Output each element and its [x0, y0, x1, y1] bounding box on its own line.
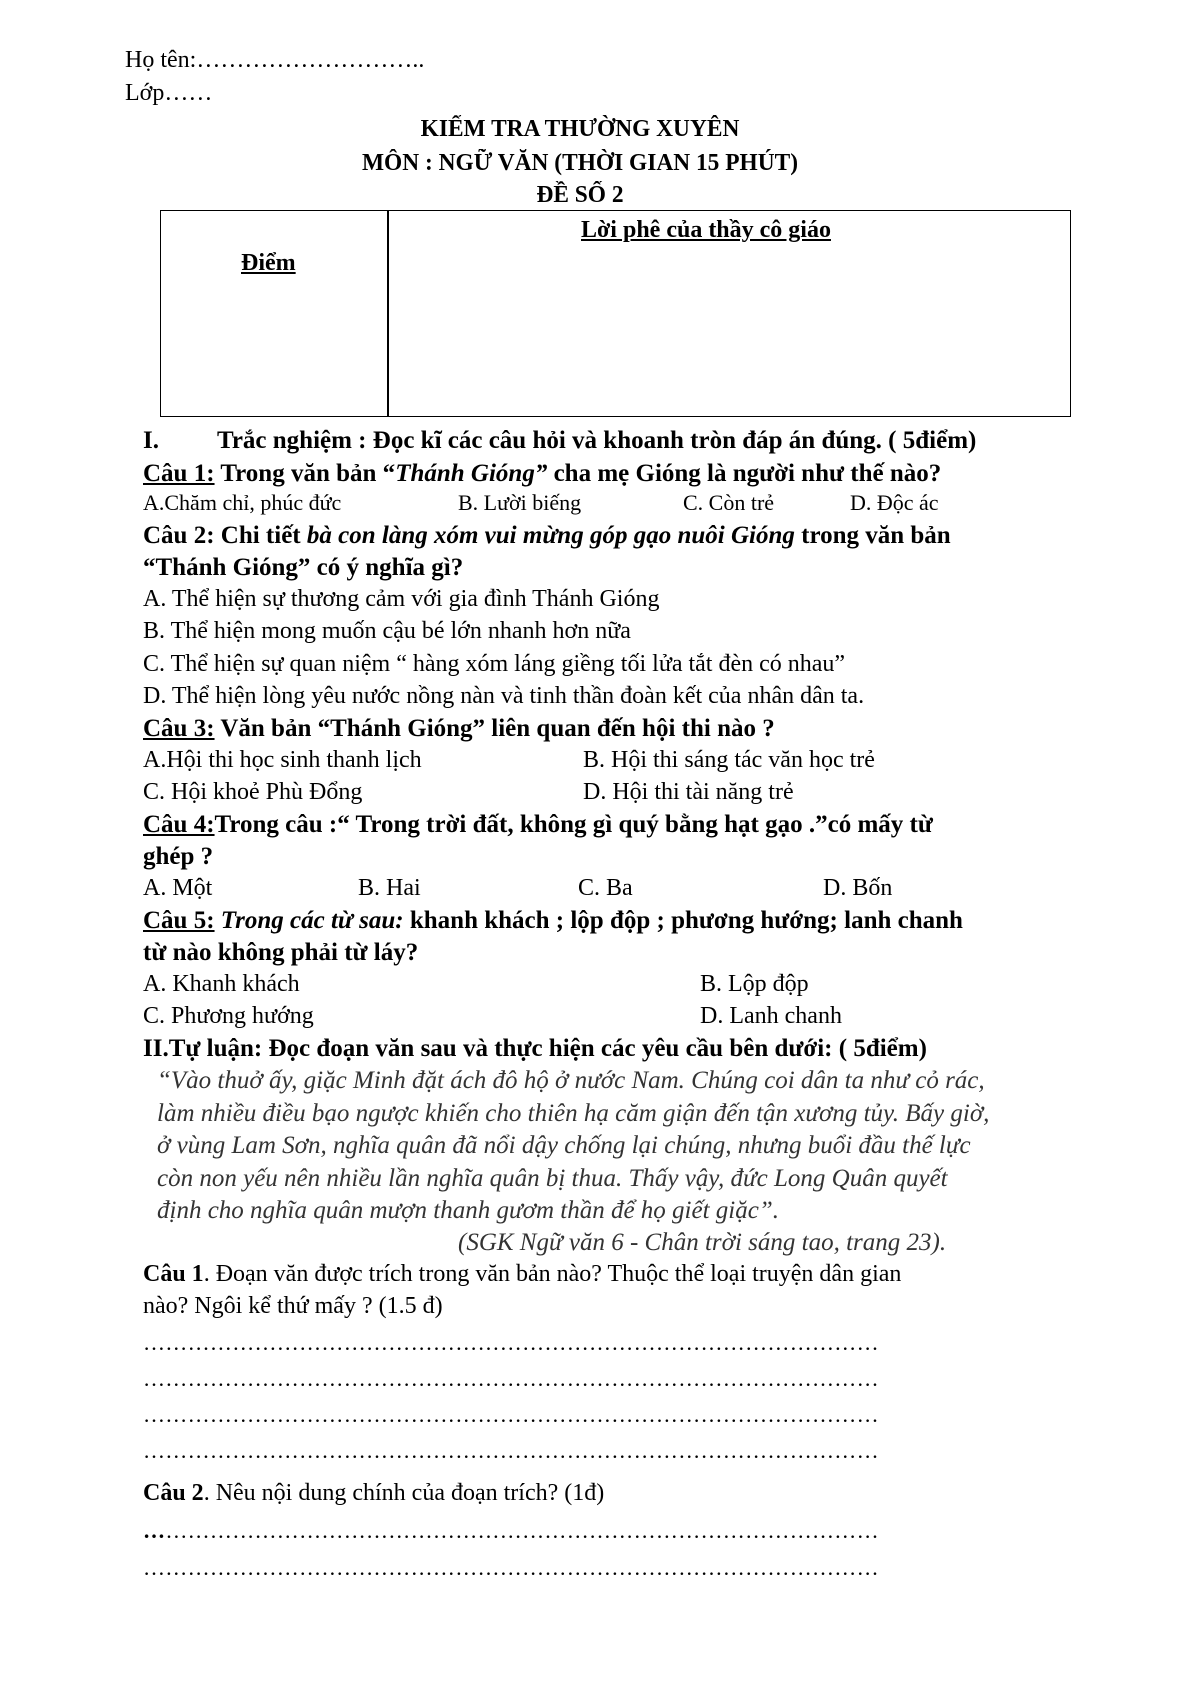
question-1-italic: Thánh Gióng” — [395, 460, 548, 487]
answer-line[interactable] — [143, 1520, 879, 1542]
q2-option-a[interactable]: A. Thể hiện sự thương cảm với gia đình Thánh Gióng — [143, 586, 660, 612]
answer-line-rest: …………………………………………………………………………………… — [165, 1518, 879, 1543]
essay-question-1-line2: nào? Ngôi kể thứ mấy ? (1.5 đ) — [143, 1293, 443, 1319]
essay-question-2-label: Câu 2 — [143, 1480, 204, 1506]
q5-option-a[interactable]: A. Khanh khách — [143, 971, 300, 997]
question-2-text-end: trong văn bản — [794, 522, 951, 549]
question-2-line2: “Thánh Gióng” có ý nghĩa gì? — [143, 554, 464, 581]
q4-option-a[interactable]: A. Một — [143, 875, 213, 901]
question-2-label: Câu 2: Chi tiết — [143, 522, 307, 549]
question-5-italic: Trong các từ sau: — [214, 907, 404, 934]
essay-question-1-text: . Đoạn văn được trích trong văn bản nào? Thuộc thể loại truyện dân gian — [203, 1261, 902, 1287]
teacher-comment-label: Lời phê của thầy cô giáo — [581, 217, 831, 243]
q4-option-b[interactable]: B. Hai — [358, 875, 421, 901]
q5-option-b[interactable]: B. Lộp độp — [700, 971, 809, 997]
q5-option-c[interactable]: C. Phương hướng — [143, 1003, 314, 1029]
question-5-text: khanh khách ; lộp độp ; phương hướng; lanh chanh — [403, 907, 963, 934]
exam-code: ĐỀ SỐ 2 — [536, 182, 624, 208]
question-3-text: Văn bản “Thánh Gióng” liên quan đến hội thi nào ? — [214, 715, 775, 742]
question-2-italic: bà con làng xóm vui mừng góp gạo nuôi Gióng — [306, 522, 795, 549]
passage-line-2: làm nhiều điều bạo ngược khiến cho thiên hạ căm giận đến tận xương tủy. Bấy giờ, — [157, 1100, 990, 1127]
answer-line[interactable]: ……………………………………………………………………………………… — [143, 1438, 879, 1463]
score-table — [160, 210, 1071, 417]
question-5-line2: từ nào không phải từ láy? — [143, 939, 419, 966]
question-4-line2: ghép ? — [143, 843, 214, 870]
question-1-text: Trong văn bản “ — [214, 460, 396, 487]
q3-option-b[interactable]: B. Hội thi sáng tác văn học trẻ — [583, 747, 875, 773]
answer-line[interactable]: ……………………………………………………………………………………… — [143, 1555, 879, 1580]
question-4-label: Câu 4: — [143, 811, 215, 838]
exam-subject: MÔN : NGỮ VĂN (THỜI GIAN 15 PHÚT) — [361, 150, 799, 176]
essay-question-1 — [143, 1262, 901, 1286]
passage-line-3: ở vùng Lam Sơn, nghĩa quân đã nổi dậy chống lại chúng, nhưng buổi đầu thế lực — [157, 1132, 971, 1159]
q1-option-a[interactable]: A.Chăm chỉ, phúc đức — [143, 490, 342, 515]
answer-line-start: … — [143, 1518, 166, 1543]
q2-option-c[interactable]: C. Thể hiện sự quan niệm “ hàng xóm láng giềng tối lửa tắt đèn có nhau” — [143, 651, 846, 677]
passage-line-1: “Vào thuở ấy, giặc Minh đặt ách đô hộ ở nước Nam. Chúng coi dân ta như cỏ rác, — [157, 1067, 985, 1094]
q1-option-d[interactable]: D. Độc ác — [850, 490, 939, 515]
essay-question-2 — [143, 1481, 604, 1505]
answer-line[interactable]: ……………………………………………………………………………………… — [143, 1366, 879, 1391]
q3-option-d[interactable]: D. Hội thi tài năng trẻ — [583, 779, 794, 805]
q1-option-c[interactable]: C. Còn trẻ — [683, 490, 775, 515]
essay-question-2-text: . Nêu nội dung chính của đoạn trích? (1đ) — [203, 1480, 605, 1506]
question-1-label: Câu 1: — [143, 460, 215, 487]
q2-option-d[interactable]: D. Thể hiện lòng yêu nước nồng nàn và tinh thần đoàn kết của nhân dân ta. — [143, 683, 865, 709]
q2-option-b[interactable]: B. Thể hiện mong muốn cậu bé lớn nhanh hơn nữa — [143, 618, 631, 644]
q5-option-d[interactable]: D. Lanh chanh — [700, 1003, 842, 1029]
question-5-label: Câu 5: — [143, 907, 215, 934]
answer-line[interactable]: ……………………………………………………………………………………… — [143, 1402, 879, 1427]
part1-title: Trắc nghiệm : Đọc kĩ các câu hỏi và khoanh tròn đáp án đúng. ( 5điểm) — [217, 427, 977, 454]
q1-option-b[interactable]: B. Lười biếng — [458, 490, 582, 515]
name-field[interactable]: Họ tên:……………………….. — [125, 47, 425, 73]
q4-option-d[interactable]: D. Bốn — [823, 875, 893, 901]
question-4-text: Trong câu :“ Trong trời đất, không gì quý bằng hạt gạo .”có mấy từ — [214, 811, 933, 838]
score-table-divider — [387, 211, 389, 416]
q4-option-c[interactable]: C. Ba — [578, 875, 633, 901]
question-4 — [143, 812, 933, 837]
question-1 — [143, 461, 941, 486]
part1-number: I. — [143, 427, 159, 454]
exam-title: KIỂM TRA THƯỜNG XUYÊN — [420, 116, 740, 142]
question-3 — [143, 716, 775, 741]
q3-option-a[interactable]: A.Hội thi học sinh thanh lịch — [143, 747, 422, 773]
q3-option-c[interactable]: C. Hội khoẻ Phù Đổng — [143, 779, 363, 805]
answer-line[interactable]: ……………………………………………………………………………………… — [143, 1330, 879, 1355]
class-field[interactable]: Lớp…… — [125, 80, 213, 106]
part2-title: II.Tự luận: Đọc đoạn văn sau và thực hiện các yêu cầu bên dưới: ( 5điểm) — [143, 1035, 927, 1062]
passage-line-4: còn non yếu nên nhiều lần nghĩa quân bị thua. Thấy vậy, đức Long Quân quyết — [157, 1165, 948, 1192]
question-3-label: Câu 3: — [143, 715, 215, 742]
score-label: Điểm — [241, 250, 296, 276]
essay-question-1-label: Câu 1 — [143, 1261, 204, 1287]
passage-line-5: định cho nghĩa quân mượn thanh gươm thần để họ giết giặc”. — [157, 1197, 779, 1224]
question-2 — [143, 523, 951, 548]
passage-source: (SGK Ngữ văn 6 - Chân trời sáng tao, trang 23). — [458, 1229, 947, 1256]
question-5 — [143, 908, 963, 933]
question-1-text-end: cha mẹ Gióng là người như thế nào? — [547, 460, 942, 487]
